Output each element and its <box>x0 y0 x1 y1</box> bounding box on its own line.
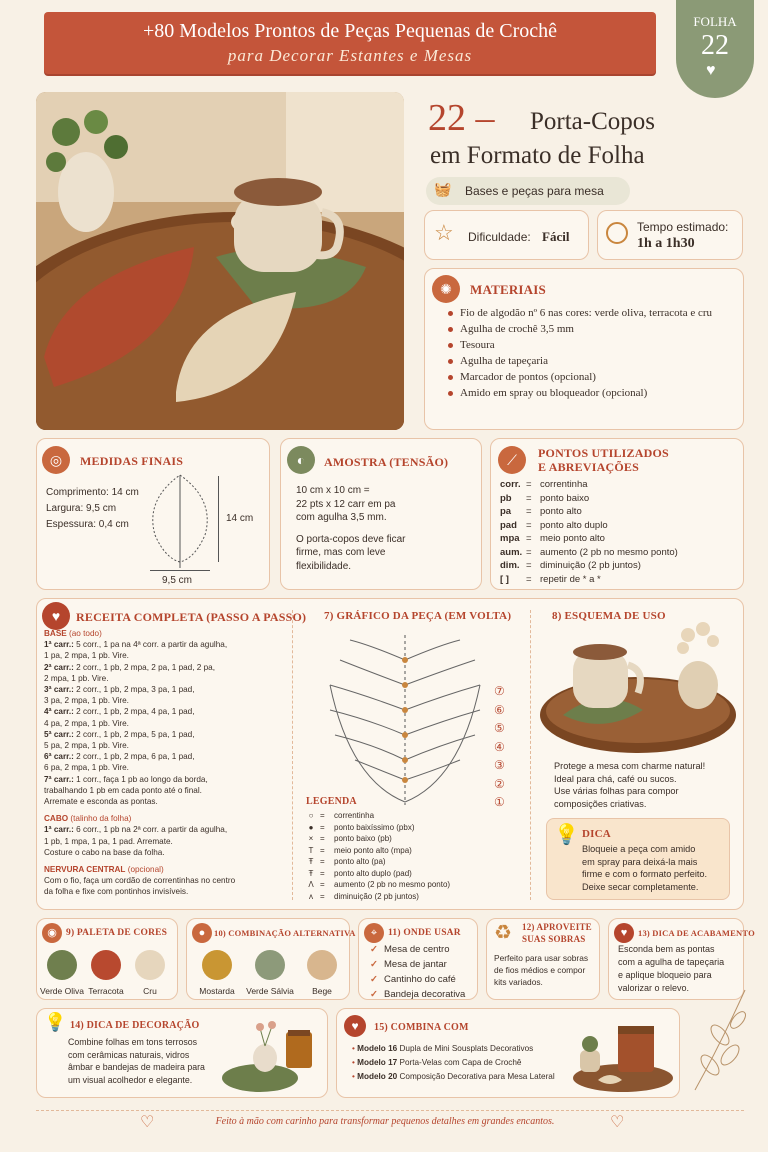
recipe-row: 2ª carr.: 2 corr., 1 pb, 2 mpa, 2 pa, 1 pad, 2 pa, <box>44 662 215 672</box>
combine-title: 15) COMBINA COM <box>374 1022 469 1033</box>
measuring-tape-icon: ◎ <box>42 446 70 474</box>
usage-line: composições criativas. <box>554 798 647 809</box>
pin-icon: ● <box>192 923 212 943</box>
where-item: ✓ Mesa de centro <box>370 942 465 957</box>
legend-item: Ʌ = aumento (2 pb no mesmo ponto) <box>308 880 451 889</box>
where-item: ✓ Mesa de jantar <box>370 957 465 972</box>
heart-outline-icon: ♡ <box>610 1114 625 1131</box>
legend-title: LEGENDA <box>306 796 357 807</box>
heart-outline-icon: ♡ <box>140 1114 155 1131</box>
heart-icon: ♥ <box>42 602 70 630</box>
stem-row-cont: Costure o cabo na base da folha. <box>44 847 165 857</box>
tip-title: DICA <box>582 828 611 840</box>
recipe-row: 5ª carr.: 2 corr., 1 pb, 2 mpa, 5 pa, 1 pad, <box>44 729 195 739</box>
swatch-label: Verde Sálvia <box>246 986 294 996</box>
materials-item: Marcador de pontos (opcional) <box>446 369 736 385</box>
measure-width: Largura: 9,5 cm <box>46 503 117 514</box>
stem-heading: CABO (talinho da folha) <box>44 814 132 824</box>
dim-line-v <box>218 476 219 562</box>
recipe-row-cont: 1 pa, 2 mpa, 1 pb. Vire. <box>44 651 129 661</box>
legend-item: T = meio ponto alto (mpa) <box>308 845 412 855</box>
tip-line: Deixe secar completamente. <box>582 881 699 892</box>
leftover-title-2: SUAS SOBRAS <box>522 934 586 944</box>
finish-line: Esconda bem as pontas <box>618 944 715 954</box>
leftover-line: kits variados. <box>494 977 543 987</box>
stitches-title-1: PONTOS UTILIZADOS <box>538 446 669 460</box>
materials-item: Agulha de crochê 3,5 mm <box>446 321 736 337</box>
difficulty-value: Fácil <box>542 229 570 244</box>
dim-width: 9,5 cm <box>162 575 193 586</box>
leaf-branch-decoration <box>690 985 750 1095</box>
materials-item: Fio de algodão nº 6 nas cores: verde oliva, terracota e cru <box>446 305 736 321</box>
tip-line: Bloqueie a peça com amido <box>582 844 696 854</box>
crochet-hook-icon: ⟋ <box>498 446 526 474</box>
recipe-row: 3ª carr.: 2 corr., 1 pb, 2 mpa, 3 pa, 1 pad, <box>44 685 195 695</box>
recipe-row: 6ª carr.: 2 corr., 1 pb, 2 mpa, 6 pa, 1 pad, <box>44 752 195 762</box>
banner-title: +80 Modelos Prontos de Peças Pequenas de Crochê <box>143 20 557 42</box>
divider <box>530 610 531 900</box>
recipe-title: RECEITA COMPLETA (PASSO A PASSO) <box>76 610 307 624</box>
palette-title: 9) PALETA DE CORES <box>66 928 168 938</box>
vein-heading: NERVURA CENTRAL (opcional) <box>44 865 164 875</box>
color-swatch <box>91 950 121 980</box>
measure-length: Comprimento: 14 cm <box>46 487 139 498</box>
lightbulb-icon: 💡 <box>44 1012 67 1032</box>
sample-line: 22 pts x 12 carr em pa <box>296 498 396 510</box>
row-number: ④ <box>494 739 505 754</box>
sample-line: flexibilidade. <box>296 560 352 572</box>
sample-line: firme, mas com leve <box>296 547 386 558</box>
usage-line: Protege a mesa com charme natural! <box>554 761 706 771</box>
basket-icon: 🧺 <box>434 181 452 197</box>
swatch-label: Mostarda <box>199 986 235 996</box>
time-label: Tempo estimado: <box>637 220 729 234</box>
legend-item: ʌ = diminuição (2 pb juntos) <box>309 891 419 901</box>
row-number: ① <box>494 795 505 809</box>
usage-line: Ideal para chá, café ou sucos. <box>554 773 677 784</box>
measures-title: MEDIDAS FINAIS <box>80 454 184 468</box>
footer-text: Feito à mão com carinho para transformar pequenos detalhes em grandes encantos. <box>215 1116 555 1127</box>
swatch-label: Terracota <box>88 986 124 996</box>
heart-icon: ♥ <box>706 62 716 79</box>
vein-row: Com o fio, faça um cordão de correntinhas no centro <box>44 876 236 886</box>
base-heading: BASE (ao todo) <box>44 629 102 638</box>
row-number: ⑥ <box>494 702 505 717</box>
heart-icon: ♥ <box>614 923 634 943</box>
stem-row-cont: 1 pb, 1 mpa, 1 pa, 1 pad. Arremate. <box>44 836 173 846</box>
usage-title: 8) ESQUEMA DE USO <box>552 610 666 622</box>
product-photo <box>36 92 404 430</box>
combine-item[interactable]: • Modelo 20 Composição Decorativa para Mesa Lateral <box>352 1072 555 1081</box>
color-swatch <box>135 950 165 980</box>
recipe-row-cont: 4 pa, 2 mpa, 1 pb. Vire. <box>44 718 129 728</box>
legend-item: ● = ponto baixíssimo (pbx) <box>308 822 415 832</box>
finish-title: 13) DICA DE ACABAMENTO <box>638 928 755 938</box>
recipe-row: 7ª carr.: 1 corr., faça 1 pb ao longo da borda, <box>44 774 208 784</box>
decor-line: com cerâmicas naturais, vidros <box>68 1049 190 1060</box>
leftover-text <box>494 952 588 988</box>
materials-title: MATERIAIS <box>470 282 546 297</box>
clock-icon <box>606 222 628 244</box>
model-title-1: Porta-Copos <box>530 108 655 135</box>
stitches-title-2: E ABREVIAÇÕES <box>538 460 639 474</box>
recipe-row-cont: trabalhando 1 pb em cada ponto até o final. <box>44 785 202 795</box>
legend-item: ○ = correntinha <box>308 811 375 820</box>
recipe-text <box>44 628 288 898</box>
materials-list <box>446 305 736 401</box>
abbr-row: pb = ponto baixo <box>500 492 590 504</box>
legend-item: Ŧ = ponto alto (pa) <box>308 857 386 866</box>
lightbulb-icon: 💡 <box>554 824 579 846</box>
sheet-number: 22 <box>701 30 729 61</box>
sample-title: AMOSTRA (TENSÃO) <box>324 455 449 469</box>
usage-text <box>554 760 734 810</box>
recipe-row-cont: 5 pa, 2 mpa, 1 pb. Vire. <box>44 741 129 751</box>
decor-line: âmbar e bandejas de madeira para <box>68 1062 205 1072</box>
sample-line: O porta-copos deve ficar <box>296 533 406 545</box>
where-list <box>370 942 465 1002</box>
legend-item: × = ponto baixo (pb) <box>308 834 392 843</box>
finish-line: com a agulha de tapeçaria <box>618 957 725 967</box>
abbr-row: corr. = correntinha <box>500 479 588 490</box>
divider <box>292 610 293 900</box>
palette-icon: ◉ <box>42 923 62 943</box>
recipe-row: 1ª carr.: 5 corr., 1 pa na 4ª corr. a partir da agulha, <box>44 640 228 650</box>
leftover-title-1: 12) APROVEITE <box>522 922 592 932</box>
decor-illustration <box>220 1018 320 1094</box>
materials-item: Agulha de tapeçaria <box>446 353 736 369</box>
row-number: ⑦ <box>494 684 505 698</box>
combine-illustration <box>568 1016 676 1096</box>
recipe-row-cont: 2 mpa, 1 pb. Vire. <box>44 673 109 683</box>
abbr-row: [ ] = repetir de * a * <box>500 573 601 585</box>
where-item: ✓ Bandeja decorativa <box>370 987 465 1002</box>
star-icon: ☆ <box>434 220 454 245</box>
recycle-icon: ♻ <box>494 922 512 944</box>
usage-illustration <box>538 615 738 755</box>
recipe-row-cont: 3 pa, 2 mpa, 1 pb. Vire. <box>44 696 129 706</box>
tip-line: firme e com o formato perfeito. <box>582 869 708 879</box>
abbreviation-list <box>500 478 740 586</box>
decor-title: 14) DICA DE DECORAÇÃO <box>70 1020 200 1031</box>
tip-line: em spray para deixá-la mais <box>582 856 698 867</box>
finish-line: e aplique bloqueio para <box>618 970 712 980</box>
footer-rule <box>36 1110 744 1111</box>
abbr-row: dim. = diminuição (2 pb juntos) <box>500 560 641 571</box>
row-number: ③ <box>494 758 505 772</box>
abbr-row: pa = ponto alto <box>500 506 582 517</box>
alt-title: 10) COMBINAÇÃO ALTERNATIVA <box>214 928 356 938</box>
abbr-row: mpa = meio ponto alto <box>500 533 605 544</box>
model-title-2: em Formato de Folha <box>430 142 645 169</box>
color-swatch <box>202 950 232 980</box>
sheet-label: FOLHA <box>693 14 737 29</box>
stitch-chart <box>310 630 490 810</box>
banner-subtitle: para Decorar Estantes e Mesas <box>227 46 473 65</box>
leaf-diagram <box>145 470 215 570</box>
chart-title: 7) GRÁFICO DA PEÇA (EM VOLTA) <box>324 610 512 622</box>
recipe-row: 4ª carr.: 2 corr., 1 pb, 2 mpa, 4 pa, 1 pad, <box>44 707 195 717</box>
legend-list <box>302 810 522 902</box>
chart-row-numbers <box>494 682 505 812</box>
finish-line: valorizar o relevo. <box>618 983 690 993</box>
legend-item: Ŧ = ponto alto duplo (pad) <box>308 868 412 878</box>
vein-row-cont: da folha e fixe com pontinhos invisíveis. <box>44 887 189 897</box>
usage-line: Use várias folhas para compor <box>554 786 679 796</box>
decor-line: Combine folhas em tons terrosos <box>68 1037 198 1047</box>
recipe-end: Arremate e esconda as pontas. <box>44 797 158 807</box>
abbr-row: aum. = aumento (2 pb no mesmo ponto) <box>500 546 678 558</box>
location-icon: ⌖ <box>364 923 384 943</box>
row-number: ② <box>494 776 505 791</box>
time-value: 1h a 1h30 <box>637 236 695 251</box>
model-number: 22 – <box>428 97 495 139</box>
swatch-label: Verde Oliva <box>40 986 84 996</box>
dim-line-h <box>150 570 210 571</box>
leftover-line: Perfeito para usar sobras <box>494 953 589 963</box>
category-label: Bases e peças para mesa <box>465 184 604 198</box>
sample-line: 10 cm x 10 cm = <box>296 485 370 496</box>
sample-text <box>296 484 406 573</box>
leftover-line: de fios médios e compor <box>494 965 586 975</box>
swatch-label: Bege <box>312 986 332 996</box>
color-swatch <box>307 950 337 980</box>
combine-item[interactable]: • Modelo 16 Dupla de Mini Sousplats Decorativos <box>352 1044 534 1053</box>
swatch-label: Cru <box>143 986 157 996</box>
decor-line: um visual acolhedor e elegante. <box>68 1074 193 1085</box>
color-swatch <box>255 950 285 980</box>
materials-item: Tesoura <box>446 337 736 353</box>
sample-line: com agulha 3,5 mm. <box>296 512 387 523</box>
decor-text <box>68 1036 205 1086</box>
yarn-icon: ✺ <box>432 275 460 303</box>
stem-row: 1ª carr.: 6 corr., 1 pb na 2ª corr. a partir da agulha, <box>44 825 228 835</box>
dim-height: 14 cm <box>226 513 254 524</box>
tip-text <box>582 843 728 893</box>
difficulty-label: Dificuldade: <box>468 230 531 244</box>
materials-item: Amido em spray ou bloqueador (opcional) <box>446 385 736 401</box>
measure-thickness: Espessura: 0,4 cm <box>46 519 129 530</box>
color-swatch <box>47 950 77 980</box>
combine-list <box>352 1042 555 1084</box>
where-title: 11) ONDE USAR <box>388 928 461 938</box>
heart-icon: ♥ <box>344 1015 366 1037</box>
recipe-row-cont: 6 pa, 2 mpa, 1 pb. Vire. <box>44 763 129 773</box>
where-item: ✓ Cantinho do café <box>370 972 465 987</box>
row-number: ⑤ <box>494 721 505 735</box>
abbr-row: pad = ponto alto duplo <box>500 519 608 531</box>
gauge-icon: ◐ <box>287 446 315 474</box>
combine-item[interactable]: • Modelo 17 Porta-Velas com Capa de Crochê <box>352 1058 522 1067</box>
